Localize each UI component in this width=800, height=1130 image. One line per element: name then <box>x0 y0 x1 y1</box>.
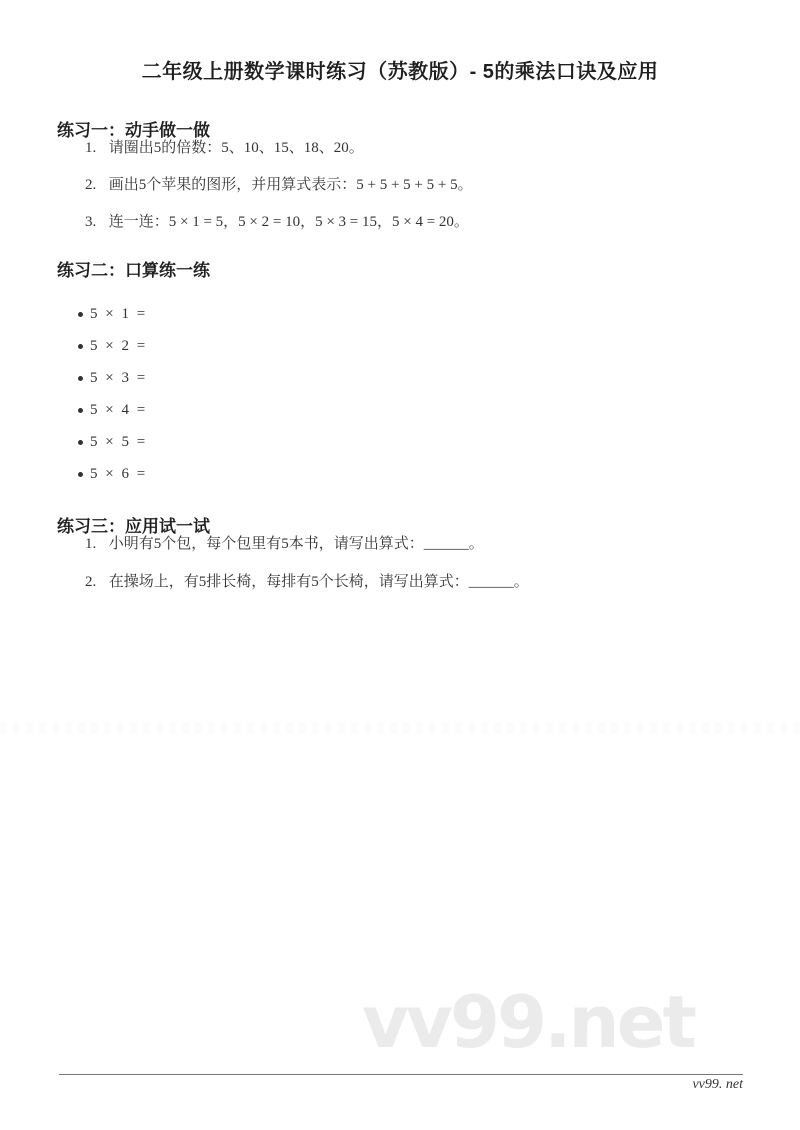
list-item <box>85 536 800 552</box>
practice-section-2 <box>0 262 800 482</box>
list-number: 3. <box>85 214 97 230</box>
oral-math-expression: 5 × 6 = <box>90 466 148 482</box>
practice-section-1 <box>0 122 800 230</box>
practice-section-3 <box>0 518 800 590</box>
watermark-text: vv99.net <box>362 980 694 1064</box>
footer-divider <box>59 1074 743 1075</box>
list-number: 1. <box>85 140 97 156</box>
list-text: 请圈出5的倍数：5、10、15、18、20。 <box>108 140 364 156</box>
section-2-heading: 练习二：口算练一练 <box>57 261 210 280</box>
bullet-icon <box>78 440 83 445</box>
bullet-icon <box>78 376 83 381</box>
oral-math-expression: 5 × 3 = <box>90 370 148 386</box>
page-title: 二年级上册数学课时练习（苏教版）- 5的乘法口诀及应用 <box>141 61 659 83</box>
list-text: 小明有5个包，每个包里有5本书，请写出算式：______。 <box>108 536 484 552</box>
list-number: 2. <box>85 574 97 590</box>
list-text: 画出5个苹果的图形，并用算式表示：5 + 5 + 5 + 5 + 5。 <box>108 177 473 193</box>
list-number: 1. <box>85 536 97 552</box>
section-2-list <box>0 306 800 482</box>
list-item <box>85 177 800 193</box>
page-footer <box>59 1074 743 1093</box>
list-item <box>85 214 800 230</box>
bullet-icon <box>78 472 83 477</box>
list-item <box>78 434 800 450</box>
list-item <box>85 574 800 590</box>
section-1-heading: 练习一：动手做一做 <box>57 121 210 140</box>
oral-math-expression: 5 × 1 = <box>90 306 148 322</box>
section-1-list <box>0 140 800 230</box>
list-item <box>85 140 800 156</box>
bullet-icon <box>78 344 83 349</box>
oral-math-expression: 5 × 4 = <box>90 402 148 418</box>
list-text: 在操场上，有5排长椅，每排有5个长椅，请写出算式：______。 <box>108 574 529 590</box>
section-3-heading: 练习三：应用试一试 <box>57 517 210 536</box>
footer-site-text: vv99. net <box>692 1077 743 1092</box>
list-number: 2. <box>85 177 97 193</box>
list-text: 连一连：5 × 1 = 5，5 × 2 = 10，5 × 3 = 15，5 × 4 = 20。 <box>108 214 469 230</box>
list-item <box>78 306 800 322</box>
list-item <box>78 402 800 418</box>
list-item <box>78 338 800 354</box>
bullet-icon <box>78 312 83 317</box>
oral-math-expression: 5 × 2 = <box>90 338 148 354</box>
oral-math-expression: 5 × 5 = <box>90 434 148 450</box>
section-3-list <box>0 536 800 590</box>
bullet-icon <box>78 408 83 413</box>
list-item <box>78 370 800 386</box>
list-item <box>78 466 800 482</box>
faint-artifact-band <box>0 722 800 734</box>
